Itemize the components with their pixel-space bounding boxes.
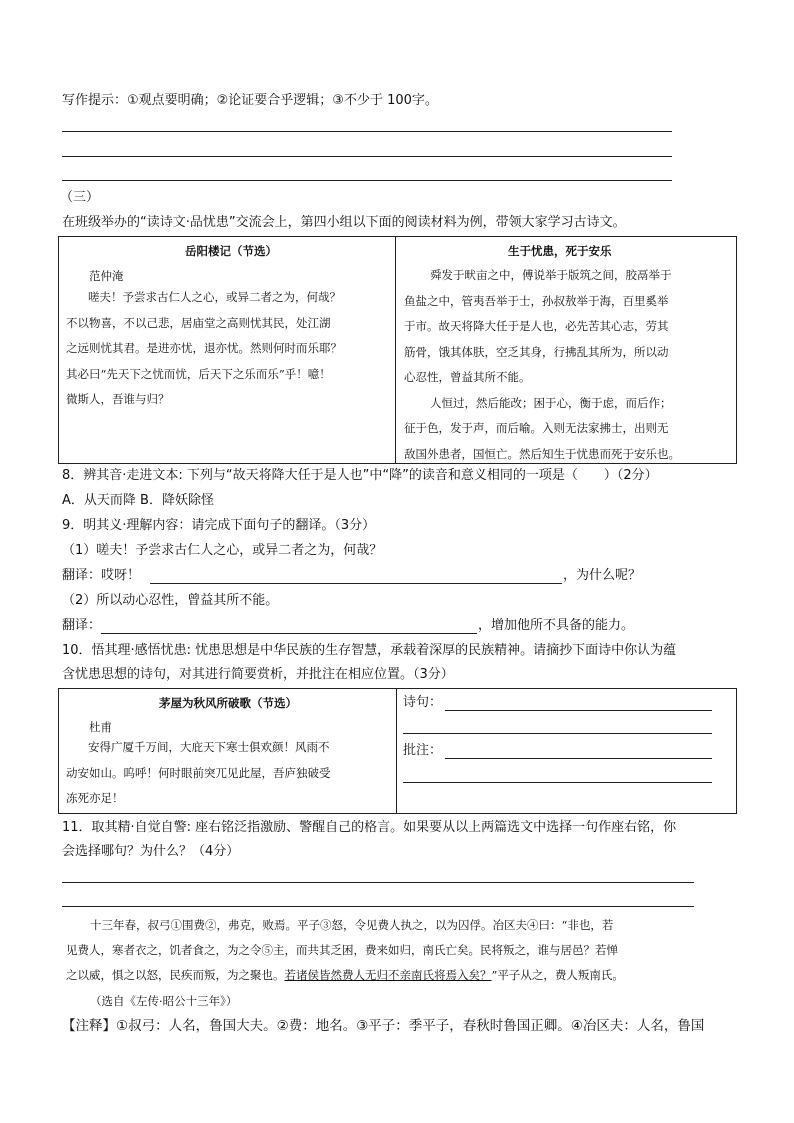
shengyu-text xyxy=(404,263,680,467)
question-8: 8．辨其音·走进文本: 下列与“故天将降大任于是人也”中“降”的读音和意义相同的一项是（ ）（2分） xyxy=(62,468,658,483)
yueyang-author: 范仲淹 xyxy=(89,269,124,283)
text-line: 人恒过，然后能改；困于心，衡于虑，而后作； xyxy=(430,395,672,410)
text-line: 之远则忧其君。是进亦忧，退亦忧。然则何时而乐耶？ xyxy=(66,341,342,355)
question-8-options: A．从天而降 B．降妖除怪 xyxy=(62,493,214,508)
maowu-title: 茅屋为秋风所破歌（节选） xyxy=(159,696,297,710)
q9-2-translate-prefix: 翻译： xyxy=(62,618,102,633)
question-9: 9．明其义·理解内容：请完成下面句子的翻译。（3分） xyxy=(62,518,376,533)
text-line: 筋骨，饿其体肤，空乏其身，行拂乱其所为，所以动 xyxy=(404,344,669,359)
text-span: 之以威，惧之以怒，民疾而叛，为之聚也。 xyxy=(66,968,285,982)
note-answer-line[interactable] xyxy=(445,758,712,759)
q9-2-translate-suffix: ，增加他所不具备的能力。 xyxy=(478,618,635,633)
question-11-line1: 11．取其精·自觉自警: 座右铭泛指激励、警醒自己的格言。如果要从以上两篇选文中选择一句作座右铭，你 xyxy=(62,820,677,835)
text-line: 鱼盐之中，管夷吾举于士，孙叔敖举于海，百里奚举 xyxy=(404,293,669,308)
text-line: 见费人，寒者衣之，饥者食之，为之令⑤主，而共其乏困，费来如归，南氏亡矣。民将叛之，谁与居邑？若惮 xyxy=(66,943,618,957)
shengyu-title: 生于忧患，死于安乐 xyxy=(508,244,612,258)
zuozhuan-text xyxy=(66,913,624,988)
question-9-1: （1）嗟夫！予尝求古仁人之心，或异二者之为，何哉？ xyxy=(62,543,383,558)
maowu-text xyxy=(66,735,331,812)
poem-answer-line[interactable] xyxy=(445,710,712,711)
answer-line[interactable] xyxy=(62,180,672,181)
answer-line[interactable] xyxy=(62,882,694,883)
maowu-author: 杜甫 xyxy=(89,720,112,734)
table-divider xyxy=(395,236,396,464)
q9-2-answer-line[interactable] xyxy=(101,633,477,634)
question-11-line2: 会选择哪句？为什么？（4分） xyxy=(62,844,240,859)
intro-text: 在班级举办的“读诗文·品忧患”交流会上，第四小组以下面的阅读材料为例，带领大家学习古诗文。 xyxy=(62,215,626,230)
underlined-sentence: 若诸侯皆然费人无归不亲南氏将焉入矣？ xyxy=(284,968,492,982)
q9-1-answer-line[interactable] xyxy=(150,583,562,584)
yueyang-title: 岳阳楼记（节选） xyxy=(185,244,277,258)
section-heading: （三） xyxy=(60,190,100,205)
yueyang-text xyxy=(66,285,342,413)
poem-line-label: 诗句： xyxy=(403,695,443,710)
text-line: 安得广厦千万间，大庇天下寒士俱欢颜！风雨不 xyxy=(88,740,330,754)
q9-1-translate-prefix: 翻译：哎呀！ xyxy=(62,568,141,583)
question-10-line1: 10．悟其理·感悟忧患: 忧患思想是中华民族的生存智慧，承载着深厚的民族精神。请摘抄下面诗中你认为蕴 xyxy=(62,643,677,658)
question-10-line2: 含忧患思想的诗句，对其进行简要赏析，并批注在相应位置。（3分） xyxy=(62,667,454,682)
text-line: 舜发于畎亩之中，傅说举于版筑之间，胶鬲举于 xyxy=(430,268,672,282)
answer-line[interactable] xyxy=(62,156,672,157)
text-line: 征于色，发于声，而后喻。入则无法家拂士，出则无 xyxy=(404,421,669,435)
text-line xyxy=(66,963,624,988)
note-answer-line[interactable] xyxy=(403,782,712,783)
text-line: 心忍性，曾益其所不能。 xyxy=(404,370,531,384)
text-line: 敌国外患者，国恒亡。然后知生于忧患而死于安乐也。 xyxy=(404,446,680,461)
poem-answer-line[interactable] xyxy=(403,733,712,734)
text-line: 不以物喜，不以己悲，居庙堂之高则忧其民，处江湖 xyxy=(66,315,331,330)
text-span: ”平子从之，费人叛南氏。 xyxy=(491,968,624,982)
q9-1-translate-suffix: ，为什么呢？ xyxy=(563,568,642,583)
answer-line[interactable] xyxy=(62,131,672,132)
text-line: 十三年春，叔弓①围费②，弗克，败焉。平子③怒，令见费人执之，以为囚俘。冶区夫④曰：“非也，若 xyxy=(90,918,614,932)
text-line: 冻死亦足！ xyxy=(66,791,124,805)
question-9-2: （2）所以动心忍性，曾益其所不能。 xyxy=(62,593,279,608)
text-line: 于市。故天将降大任于是人也，必先苦其心志，劳其 xyxy=(404,319,669,333)
table-divider xyxy=(396,688,397,814)
text-line: 嗟夫！予尝求古仁人之心，或异二者之为，何哉？ xyxy=(88,290,341,304)
zuozhuan-source: （选自《左传·昭公十三年》） xyxy=(90,994,238,1008)
answer-line[interactable] xyxy=(62,906,694,907)
annotations: 【注释】①叔弓：人名，鲁国大夫。②费：地名。③平子：季平子，春秋时鲁国正卿。④冶区夫：人名，鲁国 xyxy=(62,1018,705,1034)
note-label: 批注： xyxy=(403,743,443,758)
text-line: 其必曰“先天下之忧而忧，后天下之乐而乐”乎！噫！ xyxy=(66,366,331,381)
text-line: 微斯人，吾谁与归？ xyxy=(66,392,170,406)
writing-tips: 写作提示：①观点要明确；②论证要合乎逻辑；③不少于 100字。 xyxy=(62,93,438,108)
text-line: 动安如山。呜呼！何时眼前突兀见此屋，吾庐独破受 xyxy=(66,765,331,780)
